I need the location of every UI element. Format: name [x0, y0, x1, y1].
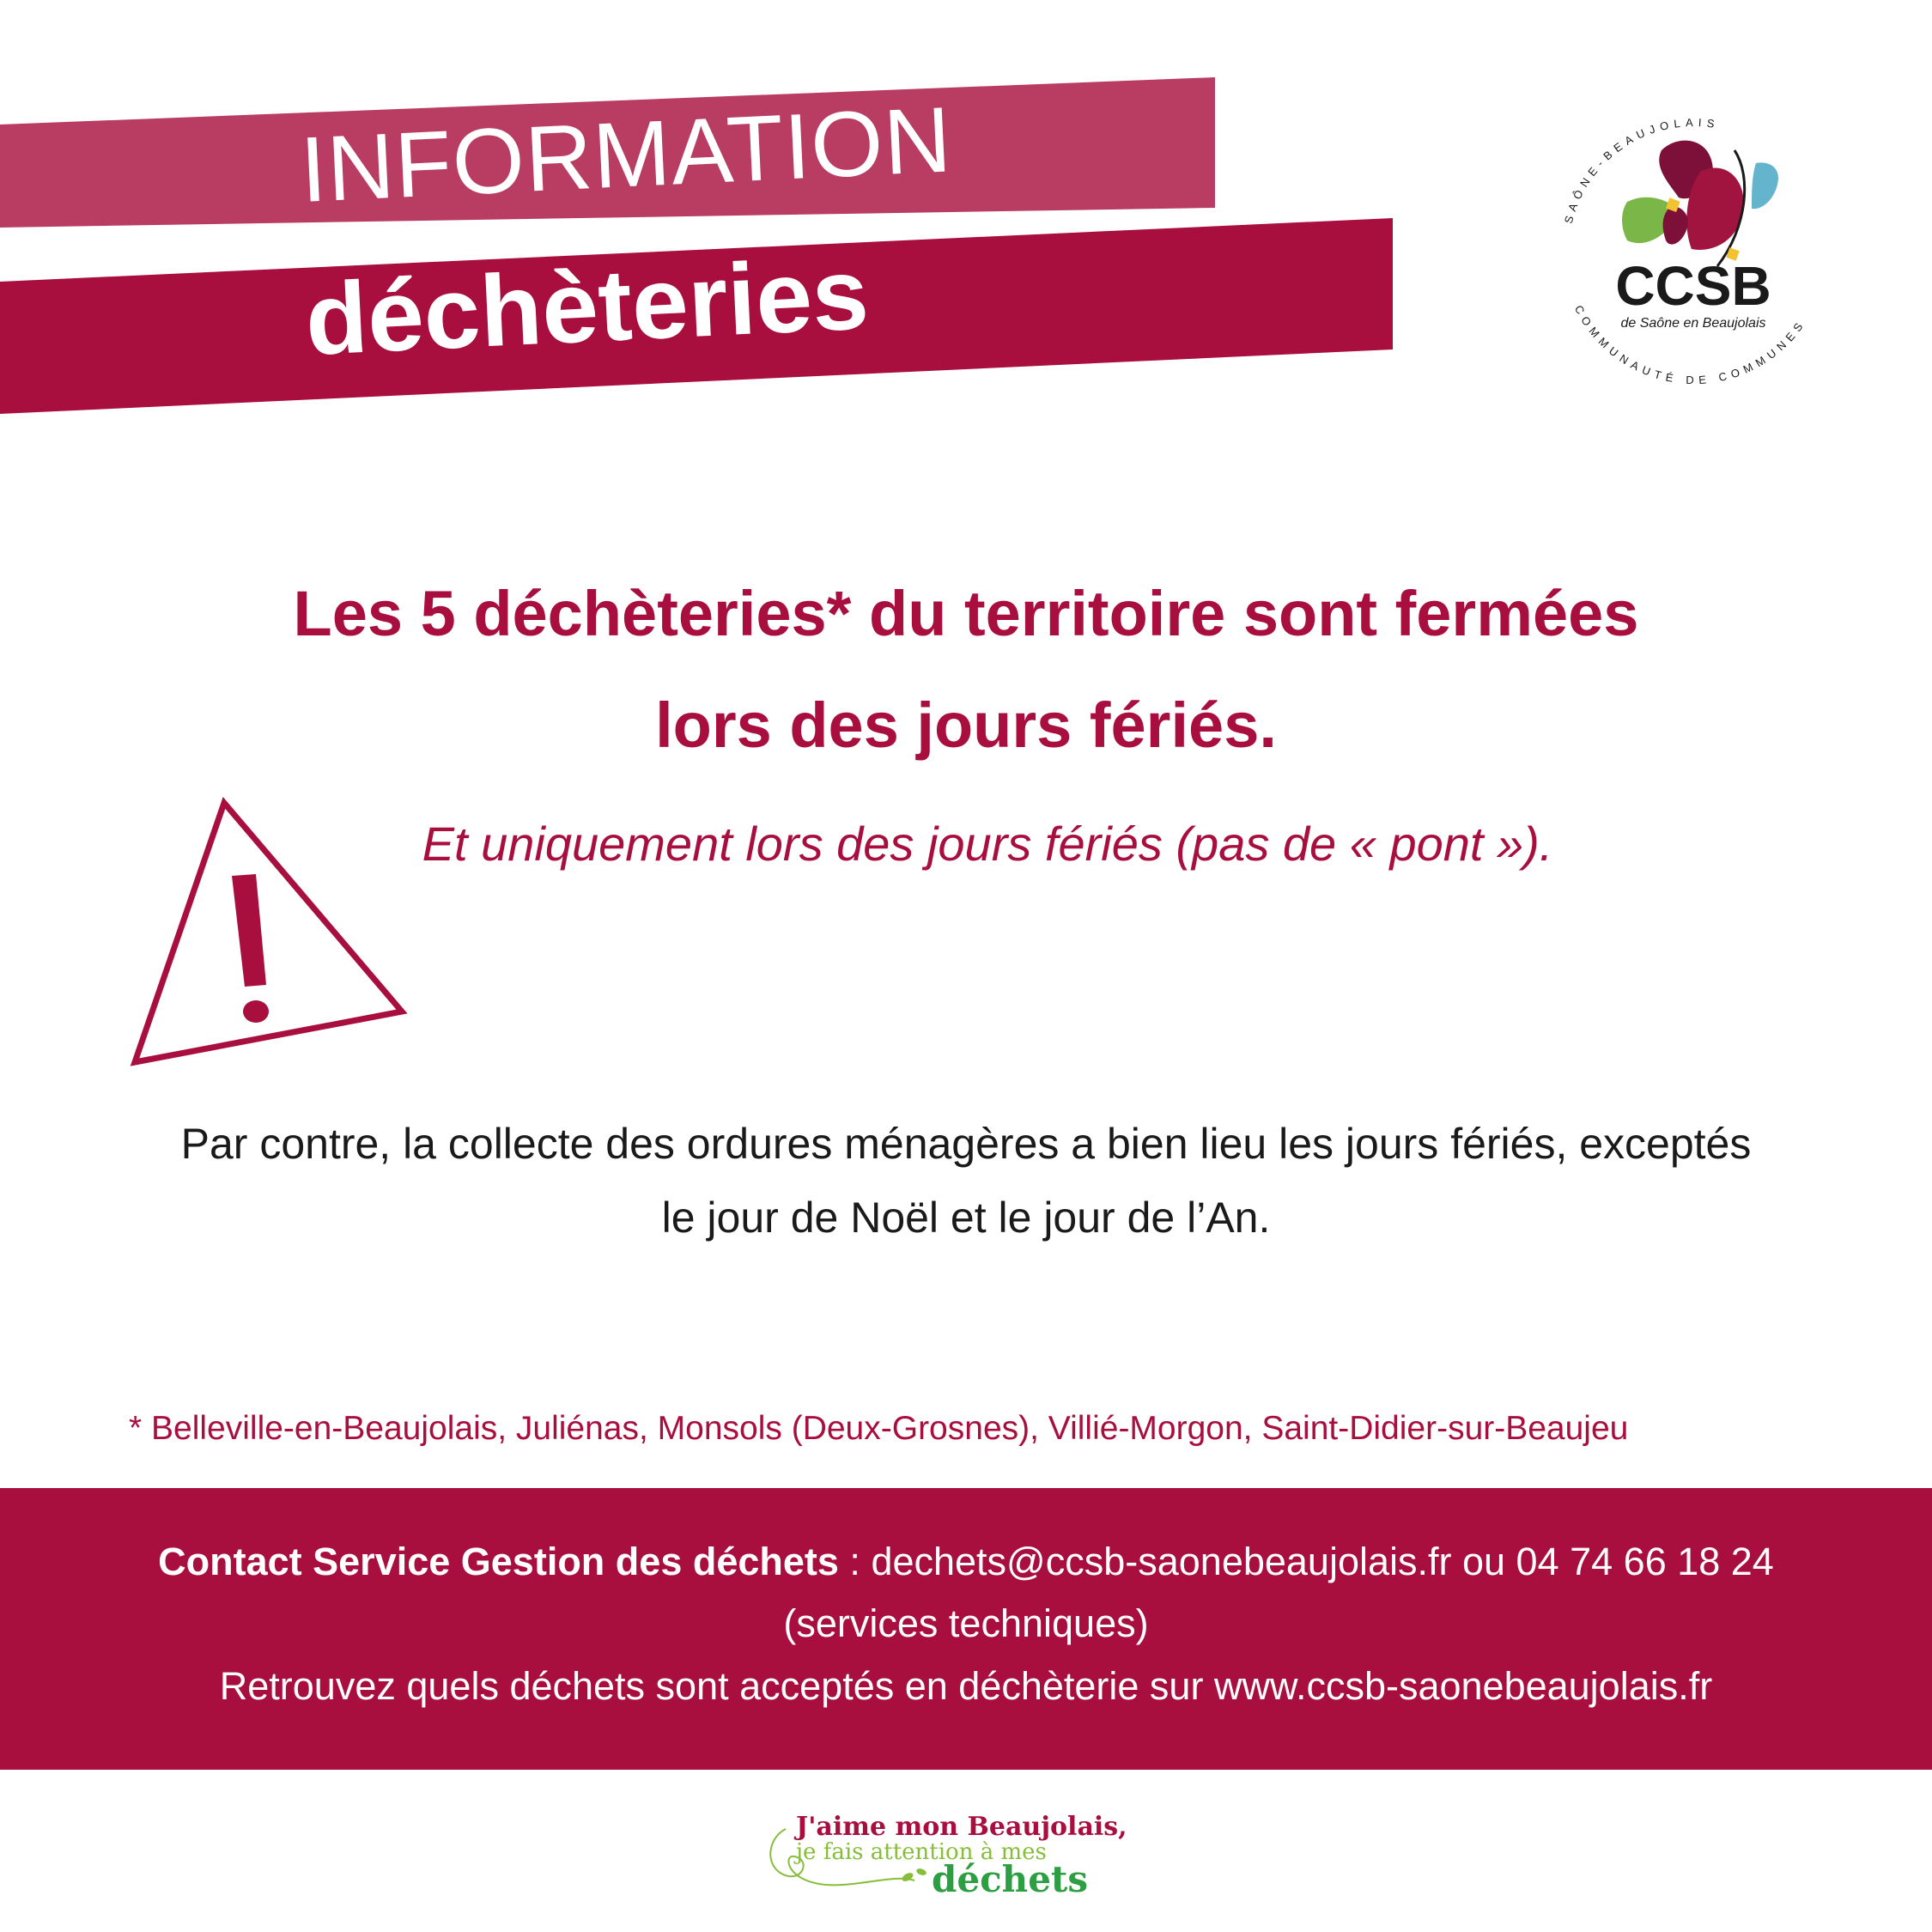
- website-line[interactable]: Retrouvez quels déchets sont acceptés en déchèterie sur www.ccsb-saonebeaujolais.fr: [219, 1664, 1713, 1708]
- contact-separator: :: [838, 1540, 872, 1583]
- contact-email-phone[interactable]: dechets@ccsb-saonebeaujolais.fr ou 04 74 66 18 24: [871, 1540, 1774, 1583]
- slogan-logo: [760, 1812, 1127, 1905]
- body-line-2: le jour de Noël et le jour de l’An.: [661, 1194, 1271, 1242]
- ccsb-logo: [1541, 99, 1846, 404]
- header-title: INFORMATION: [298, 87, 954, 222]
- slogan-line-3: déchets: [932, 1858, 1088, 1900]
- footnote: * Belleville-en-Beaujolais, Juliénas, Monsols (Deux-Grosnes), Villié-Morgon, Saint-Didier-sur-Beaujeu: [129, 1410, 1629, 1447]
- note-line: Et uniquement lors des jours fériés (pas de « pont »).: [422, 817, 1553, 871]
- body-line-1: Par contre, la collecte des ordures ménagères a bien lieu les jours fériés, exceptés: [180, 1120, 1752, 1168]
- headline-line-2: lors des jours fériés.: [655, 690, 1277, 761]
- contact-label: Contact Service Gestion des déchets: [158, 1540, 839, 1583]
- logo-ring-bottom: COMMUNAUTÉ DE COMMUNES: [1571, 303, 1808, 387]
- headline-line-1: Les 5 déchèteries* du territoire sont fermées: [293, 578, 1639, 649]
- slogan-line-1: J'aime mon Beaujolais,: [796, 1812, 1127, 1842]
- contact-dept: (services techniques): [783, 1601, 1149, 1645]
- contact-line: [0, 1540, 1932, 1584]
- contact-banner: [0, 1488, 1932, 1770]
- header-subtitle: déchèteries: [302, 237, 872, 377]
- slogan-line-2: je fais attention à mes: [796, 1839, 1047, 1865]
- logo-tagline: de Saône en Beaujolais: [1620, 316, 1766, 331]
- logo-ring-top: SAÔNE-BEAUJOLAIS: [1561, 115, 1721, 225]
- logo-name: CCSB: [1615, 255, 1771, 317]
